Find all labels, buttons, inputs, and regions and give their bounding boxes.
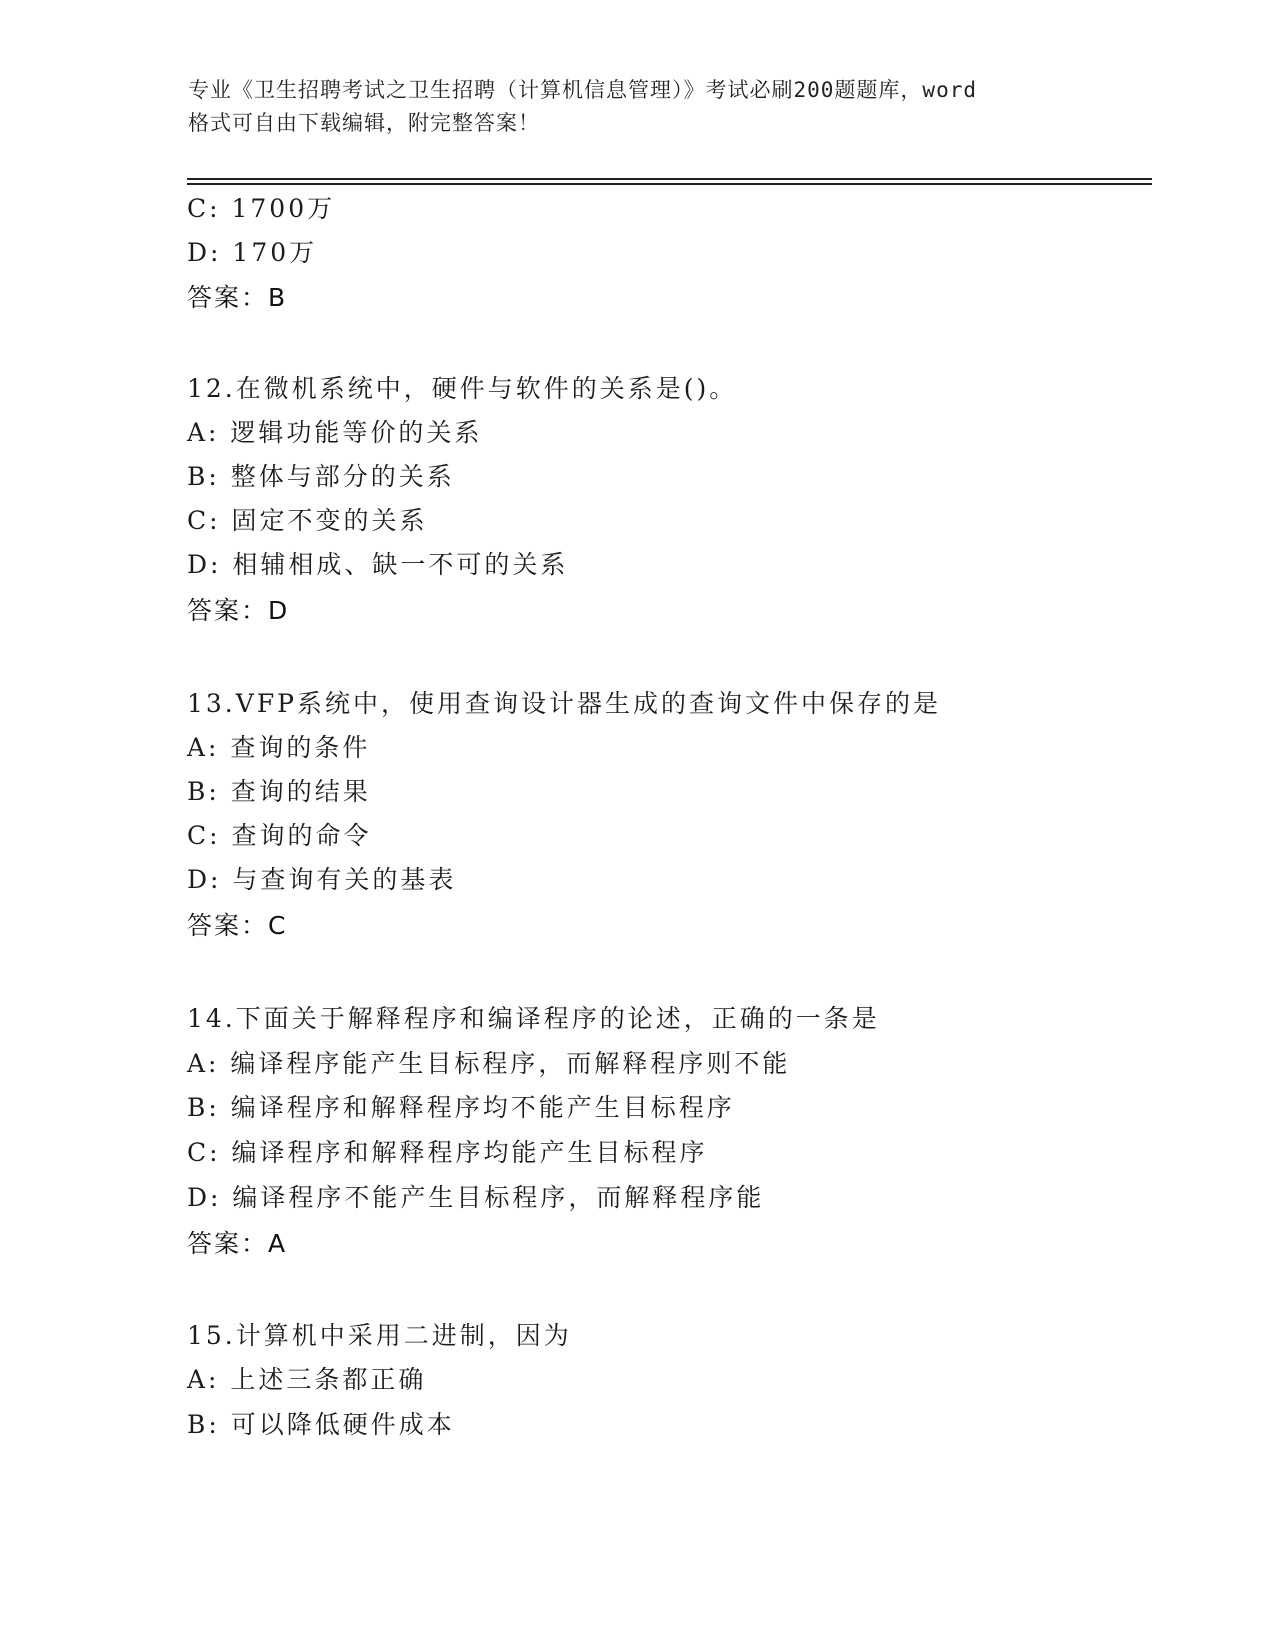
q13-option-d: D: 与查询有关的基表 xyxy=(187,865,457,894)
q12-option-c: C: 固定不变的关系 xyxy=(187,506,428,535)
q14-option-c: C: 编译程序和解释程序均能产生目标程序 xyxy=(187,1138,708,1167)
q14-option-b: B: 编译程序和解释程序均不能产生目标程序 xyxy=(187,1093,735,1122)
q13-answer: 答案：C xyxy=(187,911,288,940)
q14-option-d: D: 编译程序不能产生目标程序，而解释程序能 xyxy=(187,1183,765,1212)
q14-answer: 答案：A xyxy=(187,1229,288,1258)
q12-option-d: D: 相辅相成、缺一不可的关系 xyxy=(187,550,569,579)
q14-stem: 14.下面关于解释程序和编译程序的论述，正确的一条是 xyxy=(187,1004,880,1033)
q14-option-a: A: 编译程序能产生目标程序，而解释程序则不能 xyxy=(187,1049,791,1078)
q13-stem: 13.VFP系统中，使用查询设计器生成的查询文件中保存的是 xyxy=(187,689,941,718)
q12-option-a: A: 逻辑功能等价的关系 xyxy=(187,418,483,447)
q13-option-b: B: 查询的结果 xyxy=(187,777,371,806)
q12-stem: 12.在微机系统中，硬件与软件的关系是()。 xyxy=(187,374,738,403)
header-divider-top xyxy=(187,178,1152,180)
q15-option-b: B: 可以降低硬件成本 xyxy=(187,1410,455,1439)
document-header xyxy=(188,74,1088,140)
q12-answer: 答案：D xyxy=(187,596,290,625)
q12-option-b: B: 整体与部分的关系 xyxy=(187,462,455,491)
q15-stem: 15.计算机中采用二进制，因为 xyxy=(187,1321,572,1350)
q15-option-a: A: 上述三条都正确 xyxy=(187,1365,427,1394)
q11-option-c: C: 1700万 xyxy=(187,194,336,223)
q13-option-c: C: 查询的命令 xyxy=(187,821,372,850)
header-divider-bottom xyxy=(187,183,1152,185)
q11-answer: 答案：B xyxy=(187,283,288,312)
q11-option-d: D: 170万 xyxy=(187,238,318,267)
header-title-line-2: 格式可自由下载编辑，附完整答案！ xyxy=(188,111,540,135)
header-title-line-1: 专业《卫生招聘考试之卫生招聘（计算机信息管理）》考试必刷200题题库，word xyxy=(188,78,977,102)
q13-option-a: A: 查询的条件 xyxy=(187,733,371,762)
